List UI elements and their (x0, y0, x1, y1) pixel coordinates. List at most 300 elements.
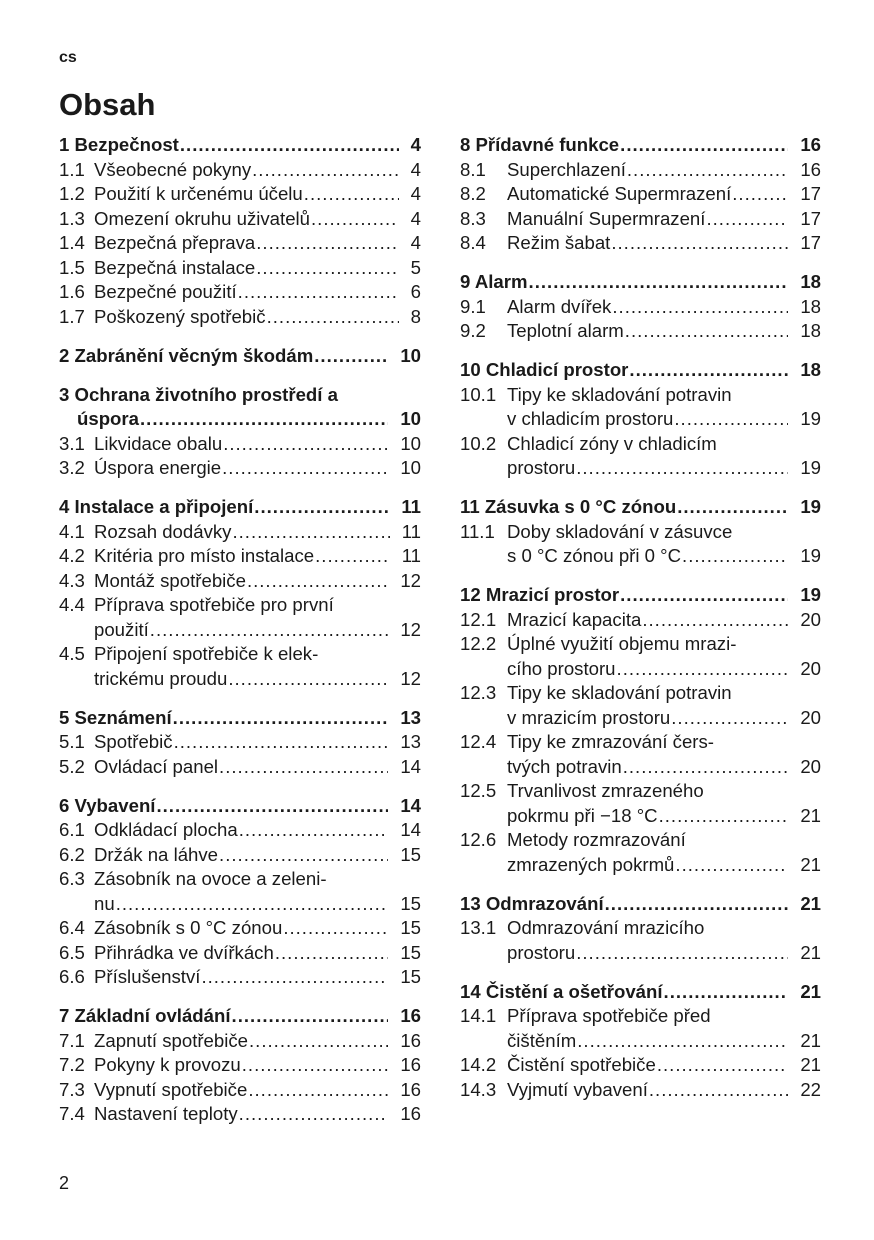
toc-page-number: 19 (800, 457, 821, 478)
toc-entry[interactable] (460, 730, 821, 779)
leader-dots (612, 295, 788, 320)
toc-entry[interactable] (460, 432, 821, 481)
toc-entry-title: v mrazicím prostoru (507, 706, 671, 728)
toc-heading[interactable] (460, 495, 821, 520)
toc-entry-number: 1.5 (59, 256, 85, 278)
toc-entry-number: 1.1 (59, 158, 85, 180)
leader-dots (116, 892, 389, 917)
toc-entry-title: Zásobník s 0 °C zónou (94, 917, 283, 938)
toc-section (59, 706, 421, 780)
toc-entry-number: 12.4 (460, 731, 497, 752)
toc-page-number: 13 (400, 731, 421, 752)
toc-entry-title: 2 Zabránění věcným škodám (59, 344, 314, 366)
leader-dots (675, 853, 788, 878)
toc-entry[interactable] (59, 256, 421, 281)
toc-entry[interactable] (59, 1078, 421, 1103)
toc-entry[interactable] (59, 305, 421, 330)
toc-entry-title: Spotřebič (94, 731, 173, 752)
toc-page-number: 16 (400, 1078, 421, 1100)
toc-page-number: 19 (800, 496, 821, 517)
toc-page-number: 22 (800, 1078, 821, 1100)
toc-page-number: 4 (410, 158, 421, 180)
leader-dots (620, 133, 788, 158)
toc-entry-title: v chladicím prostoru (507, 408, 674, 429)
toc-entry-title: prostoru (507, 457, 576, 478)
toc-entry-title: Poškozený spotřebič (94, 305, 266, 327)
toc-page-number: 15 (400, 917, 421, 938)
leader-dots (247, 569, 388, 594)
toc-page-number: 19 (800, 545, 821, 566)
leader-dots (254, 495, 389, 520)
toc-entry-number: 6.5 (59, 941, 85, 963)
leader-dots (674, 407, 788, 432)
toc-entry-title-line: Metody rozmrazování (507, 829, 686, 850)
toc-entry-title-line: Připojení spotřebiče k elek- (94, 643, 319, 664)
toc-page-number: 10 (400, 432, 421, 454)
toc-page-number: 15 (400, 966, 421, 987)
toc-entry-title: Odkládací plocha (94, 819, 238, 840)
toc-entry-title: Bezpečná instalace (94, 256, 256, 278)
toc-heading[interactable] (460, 583, 821, 608)
toc-entry-number: 5.1 (59, 731, 85, 752)
leader-dots (627, 158, 788, 183)
toc-left-column (59, 133, 421, 1141)
toc-entry-title: trickému proudu (94, 667, 228, 689)
toc-page-number: 16 (400, 1005, 421, 1026)
toc-page-number: 19 (800, 408, 821, 429)
toc-heading[interactable] (59, 495, 421, 520)
leader-dots (256, 231, 398, 256)
toc-entry-number: 1.7 (59, 305, 85, 327)
toc-entry-number: 14.2 (460, 1054, 497, 1075)
leader-dots (174, 730, 389, 755)
toc-section (460, 892, 821, 966)
toc-entry[interactable] (460, 231, 821, 256)
leader-dots (529, 270, 789, 295)
toc-entry-number: 12.2 (460, 633, 497, 654)
toc-entry-number: 1.2 (59, 183, 85, 204)
toc-entry-title: Vyjmutí vybavení (507, 1078, 648, 1100)
toc-entry-number: 13.1 (460, 917, 497, 938)
toc-page-number: 20 (800, 657, 821, 679)
toc-entry[interactable] (59, 642, 421, 691)
toc-entry[interactable] (59, 456, 421, 481)
toc-entry[interactable] (460, 779, 821, 828)
toc-entry-number: 10.1 (460, 383, 497, 405)
toc-heading[interactable] (59, 794, 421, 819)
toc-entry-title: s 0 °C zónou při 0 °C (507, 545, 682, 566)
leader-dots (201, 965, 388, 990)
toc-entry-number: 11.1 (460, 520, 495, 542)
toc-entry[interactable] (59, 544, 421, 569)
toc-entry-title: Pokyny k provozu (94, 1054, 241, 1075)
toc-entry-number: 6.3 (59, 868, 85, 889)
toc-page-number: 11 (401, 545, 421, 566)
toc-entry-title-line: Tipy ke skladování potravin (507, 682, 732, 703)
toc-entry-title: 6 Vybavení (59, 794, 156, 816)
toc-entry-title-line: Zásobník na ovoce a zeleni- (94, 868, 327, 889)
toc-page-number: 17 (800, 183, 821, 204)
toc-entry[interactable] (59, 1102, 421, 1127)
toc-entry-title: 8 Přídavné funkce (460, 134, 620, 155)
toc-entry[interactable] (460, 632, 821, 681)
toc-page-number: 17 (800, 207, 821, 229)
toc-page-number: 19 (800, 584, 821, 605)
toc-entry-title-line: Tipy ke zmrazování čers- (507, 731, 714, 752)
toc-entry-title: Teplotní alarm (507, 320, 624, 341)
leader-dots (625, 319, 789, 344)
toc-entry-title: 10 Chladicí prostor (460, 359, 629, 380)
toc-entry[interactable] (460, 319, 821, 344)
toc-entry-number: 1.4 (59, 232, 85, 253)
toc-entry-title: Bezpečné použití (94, 281, 237, 302)
toc-entry-title: Bezpečná přeprava (94, 232, 256, 253)
toc-page-number: 21 (800, 1054, 821, 1075)
toc-entry-title: použití (94, 618, 149, 640)
toc-entry-title-line: Trvanlivost zmrazeného (507, 780, 704, 801)
leader-dots (620, 583, 788, 608)
toc-entry[interactable] (59, 432, 421, 457)
leader-dots (267, 305, 399, 330)
page-title: Obsah (59, 87, 156, 122)
leader-dots (238, 280, 399, 305)
leader-dots (150, 618, 389, 643)
toc-page-number: 18 (800, 295, 821, 317)
toc-page-number: 4 (410, 134, 421, 155)
leader-dots (576, 941, 788, 966)
toc-entry-title-line: Tipy ke skladování potravin (507, 383, 732, 405)
toc-entry-title: Superchlazení (507, 158, 626, 180)
toc-entry-title-line: Příprava spotřebiče pro první (94, 594, 334, 615)
toc-entry[interactable] (59, 941, 421, 966)
leader-dots (617, 657, 789, 682)
leader-dots (140, 407, 388, 432)
toc-page-number: 4 (410, 207, 421, 229)
leader-dots (706, 207, 788, 232)
toc-entry-title: Likvidace obalu (94, 432, 223, 454)
leader-dots (577, 1029, 788, 1054)
toc-entry-title: Zapnutí spotřebiče (94, 1029, 249, 1051)
toc-entry[interactable] (59, 818, 421, 843)
toc-page-number: 21 (800, 804, 821, 826)
leader-dots (248, 1078, 388, 1103)
toc-page-number: 21 (800, 980, 821, 1002)
toc-entry-number: 12.1 (460, 608, 497, 630)
toc-entry[interactable] (460, 916, 821, 965)
leader-dots (611, 231, 788, 256)
toc-entry[interactable] (460, 1053, 821, 1078)
toc-page-number: 16 (400, 1029, 421, 1051)
leader-dots (664, 980, 789, 1005)
toc-section (460, 583, 821, 877)
leader-dots (180, 133, 399, 158)
toc-section (59, 383, 421, 481)
toc-entry[interactable] (59, 916, 421, 941)
toc-heading[interactable] (460, 358, 821, 383)
toc-entry-number: 14.3 (460, 1078, 497, 1100)
toc-entry-number: 4.5 (59, 643, 85, 664)
toc-entry[interactable] (59, 730, 421, 755)
toc-page-number: 5 (410, 256, 421, 278)
toc-entry-title: Ovládací panel (94, 755, 219, 777)
toc-entry-title: zmrazených pokrmů (507, 853, 675, 875)
toc-page-number: 21 (800, 941, 821, 963)
toc-page-number: 11 (401, 496, 421, 517)
leader-dots (252, 158, 399, 183)
toc-heading[interactable] (59, 1004, 421, 1029)
toc-entry-number: 9.2 (460, 320, 486, 341)
toc-entry-title: Vypnutí spotřebiče (94, 1078, 248, 1100)
leader-dots (232, 1004, 389, 1029)
toc-entry-title: 14 Čistění a ošetřování (460, 980, 663, 1002)
leader-dots (576, 456, 788, 481)
leader-dots (304, 182, 399, 207)
toc-entry[interactable] (59, 207, 421, 232)
toc-entry-number: 8.2 (460, 183, 486, 204)
toc-entry-title: čištěním (507, 1029, 577, 1051)
toc-page-number: 18 (800, 271, 821, 292)
toc-entry-title: 12 Mrazicí prostor (460, 584, 620, 605)
toc-entry-number: 8.4 (460, 232, 486, 253)
toc-entry-number: 6.1 (59, 819, 85, 840)
toc-entry-number: 7.2 (59, 1054, 85, 1075)
toc-entry-number: 7.3 (59, 1078, 85, 1100)
leader-dots (315, 544, 390, 569)
toc-entry[interactable] (460, 1004, 821, 1053)
toc-right-column (460, 133, 821, 1117)
toc-page-number: 18 (800, 359, 821, 380)
toc-entry-title: úspora (77, 408, 139, 429)
language-code: cs (59, 49, 77, 66)
toc-entry-title: 9 Alarm (460, 271, 528, 292)
toc-entry-title: Čistění spotřebiče (507, 1054, 656, 1075)
toc-entry-number: 7.1 (59, 1029, 85, 1051)
toc-page-number: 15 (400, 843, 421, 865)
toc-entry-number: 14.1 (460, 1005, 497, 1026)
toc-entry-number: 10.2 (460, 432, 497, 454)
toc-entry-title: Manuální Supermrazení (507, 207, 706, 229)
toc-entry[interactable] (460, 520, 821, 569)
toc-entry[interactable] (460, 295, 821, 320)
toc-entry[interactable] (59, 231, 421, 256)
toc-page-number: 20 (800, 706, 821, 728)
toc-page-number: 14 (400, 819, 421, 840)
toc-page-number: 11 (401, 520, 421, 542)
toc-entry[interactable] (59, 755, 421, 780)
toc-entry-title-line: Chladicí zóny v chladicím (507, 432, 717, 454)
toc-page-number: 10 (400, 457, 421, 478)
toc-entry-title: tvých potravin (507, 755, 622, 777)
toc-section (59, 495, 421, 691)
toc-page-number: 20 (800, 755, 821, 777)
toc-entry-title: pokrmu při −18 °C (507, 804, 658, 826)
toc-entry-title: Montáž spotřebiče (94, 569, 246, 591)
toc-entry-title: Úspora energie (94, 457, 222, 478)
toc-entry[interactable] (59, 158, 421, 183)
leader-dots (256, 256, 398, 281)
toc-entry[interactable] (59, 520, 421, 545)
leader-dots (173, 706, 389, 731)
toc-entry-title-line: 3 Ochrana životního prostředí a (59, 383, 338, 405)
toc-entry-title: Všeobecné pokyny (94, 158, 252, 180)
toc-section (59, 1004, 421, 1127)
leader-dots (239, 1102, 389, 1127)
toc-entry-number: 3.1 (59, 432, 85, 454)
toc-page-number: 10 (400, 344, 421, 366)
toc-entry-number: 7.4 (59, 1103, 85, 1124)
toc-entry-title: 13 Odmrazování (460, 892, 604, 914)
leader-dots (232, 520, 389, 545)
toc-page-number: 16 (400, 1054, 421, 1075)
toc-section (460, 270, 821, 344)
toc-heading[interactable] (460, 980, 821, 1005)
toc-entry-number: 6.4 (59, 917, 85, 938)
toc-section (59, 133, 421, 329)
leader-dots (223, 432, 388, 457)
toc-page-number: 6 (410, 281, 421, 302)
leader-dots (219, 843, 388, 868)
toc-section (460, 495, 821, 569)
toc-page-number: 8 (410, 305, 421, 327)
toc-page-number: 4 (410, 232, 421, 253)
toc-entry-title: Použití k určenému účelu (94, 183, 303, 204)
leader-dots (629, 358, 788, 383)
toc-entry-title: 7 Základní ovládání (59, 1005, 231, 1026)
toc-page-number: 21 (800, 1029, 821, 1051)
toc-page-number: 10 (400, 408, 421, 429)
toc-heading[interactable] (59, 133, 421, 158)
toc-entry[interactable] (59, 1053, 421, 1078)
toc-entry-title: Kritéria pro místo instalace (94, 545, 315, 566)
toc-entry-title: Držák na láhve (94, 843, 219, 865)
toc-page-number: 4 (410, 183, 421, 204)
toc-entry-number: 9.1 (460, 295, 486, 317)
toc-entry-title: Alarm dvířek (507, 295, 612, 317)
toc-section (460, 133, 821, 256)
toc-entry-number: 8.1 (460, 158, 486, 180)
toc-entry[interactable] (460, 383, 821, 432)
toc-entry[interactable] (59, 182, 421, 207)
toc-entry-number: 4.1 (59, 520, 85, 542)
toc-entry[interactable] (460, 681, 821, 730)
toc-section (59, 794, 421, 990)
leader-dots (659, 804, 789, 829)
toc-entry[interactable] (59, 569, 421, 594)
toc-entry[interactable] (460, 207, 821, 232)
toc-entry[interactable] (460, 608, 821, 633)
leader-dots (642, 608, 788, 633)
leader-dots (222, 456, 388, 481)
toc-entry[interactable] (59, 867, 421, 916)
toc-page-number: 20 (800, 608, 821, 630)
leader-dots (649, 1078, 788, 1103)
toc-entry-title: Automatické Supermrazení (507, 183, 732, 204)
toc-entry-number: 4.3 (59, 569, 85, 591)
leader-dots (228, 667, 388, 692)
leader-dots (219, 755, 388, 780)
toc-entry-number: 6.2 (59, 843, 85, 865)
toc-entry-title: Příslušenství (94, 966, 201, 987)
toc-heading[interactable] (460, 133, 821, 158)
toc-entry-number: 1.3 (59, 207, 85, 229)
toc-entry-title: 11 Zásuvka s 0 °C zónou (460, 496, 677, 517)
toc-entry-number: 5.2 (59, 755, 85, 777)
toc-page-number: 16 (800, 158, 821, 180)
toc-page-number: 17 (800, 232, 821, 253)
toc-page-number: 14 (400, 755, 421, 777)
toc-entry-title-line: Úplné využití objemu mrazi- (507, 633, 737, 654)
toc-page-number: 21 (800, 892, 821, 914)
toc-entry-number: 3.2 (59, 457, 85, 478)
toc-entry-title: prostoru (507, 941, 576, 963)
toc-entry-number: 12.5 (460, 780, 497, 801)
toc-heading[interactable] (460, 270, 821, 295)
toc-page-number: 15 (400, 892, 421, 914)
toc-entry-number: 6.6 (59, 966, 85, 987)
toc-entry-title-line: Příprava spotřebiče před (507, 1005, 711, 1026)
leader-dots (314, 344, 388, 369)
toc-heading[interactable] (59, 383, 421, 432)
toc-entry-number: 8.3 (460, 207, 486, 229)
toc-entry[interactable] (59, 280, 421, 305)
toc-entry[interactable] (460, 158, 821, 183)
toc-page-number: 13 (400, 706, 421, 728)
toc-entry-number: 1.6 (59, 281, 85, 302)
toc-entry[interactable] (59, 843, 421, 868)
toc-heading[interactable] (460, 892, 821, 917)
toc-page-number: 15 (400, 941, 421, 963)
toc-entry[interactable] (59, 1029, 421, 1054)
leader-dots (249, 1029, 388, 1054)
leader-dots (239, 818, 389, 843)
toc-entry-number: 4.4 (59, 594, 85, 615)
toc-entry-title: 5 Seznámení (59, 706, 172, 728)
toc-entry-title: Nastavení teploty (94, 1103, 238, 1124)
toc-entry[interactable] (460, 1078, 821, 1103)
toc-section (460, 358, 821, 481)
toc-entry-title: 1 Bezpečnost (59, 134, 179, 155)
toc-page-number: 12 (400, 667, 421, 689)
toc-entry-title-line: Doby skladování v zásuvce (507, 520, 733, 542)
toc-section (59, 344, 421, 369)
leader-dots (283, 916, 388, 941)
leader-dots (311, 207, 399, 232)
toc-page-number: 16 (800, 134, 821, 155)
leader-dots (605, 892, 789, 917)
toc-entry-number: 12.6 (460, 829, 497, 850)
leader-dots (275, 941, 388, 966)
leader-dots (682, 544, 788, 569)
toc-entry-number: 4.2 (59, 545, 85, 566)
leader-dots (657, 1053, 788, 1078)
leader-dots (156, 794, 388, 819)
toc-entry[interactable] (59, 965, 421, 990)
leader-dots (677, 495, 788, 520)
toc-entry-title: Režim šabat (507, 232, 611, 253)
toc-entry[interactable] (460, 182, 821, 207)
toc-heading[interactable] (59, 706, 421, 731)
toc-section (460, 980, 821, 1103)
toc-entry-title: 4 Instalace a připojení (59, 496, 254, 517)
toc-page-number: 12 (400, 569, 421, 591)
toc-entry[interactable] (460, 828, 821, 877)
toc-heading[interactable] (59, 344, 421, 369)
toc-entry[interactable] (59, 593, 421, 642)
toc-page-number: 21 (800, 853, 821, 875)
page-number: 2 (59, 1173, 70, 1193)
toc-entry-title: Omezení okruhu uživatelů (94, 207, 311, 229)
toc-page-number: 12 (400, 618, 421, 640)
